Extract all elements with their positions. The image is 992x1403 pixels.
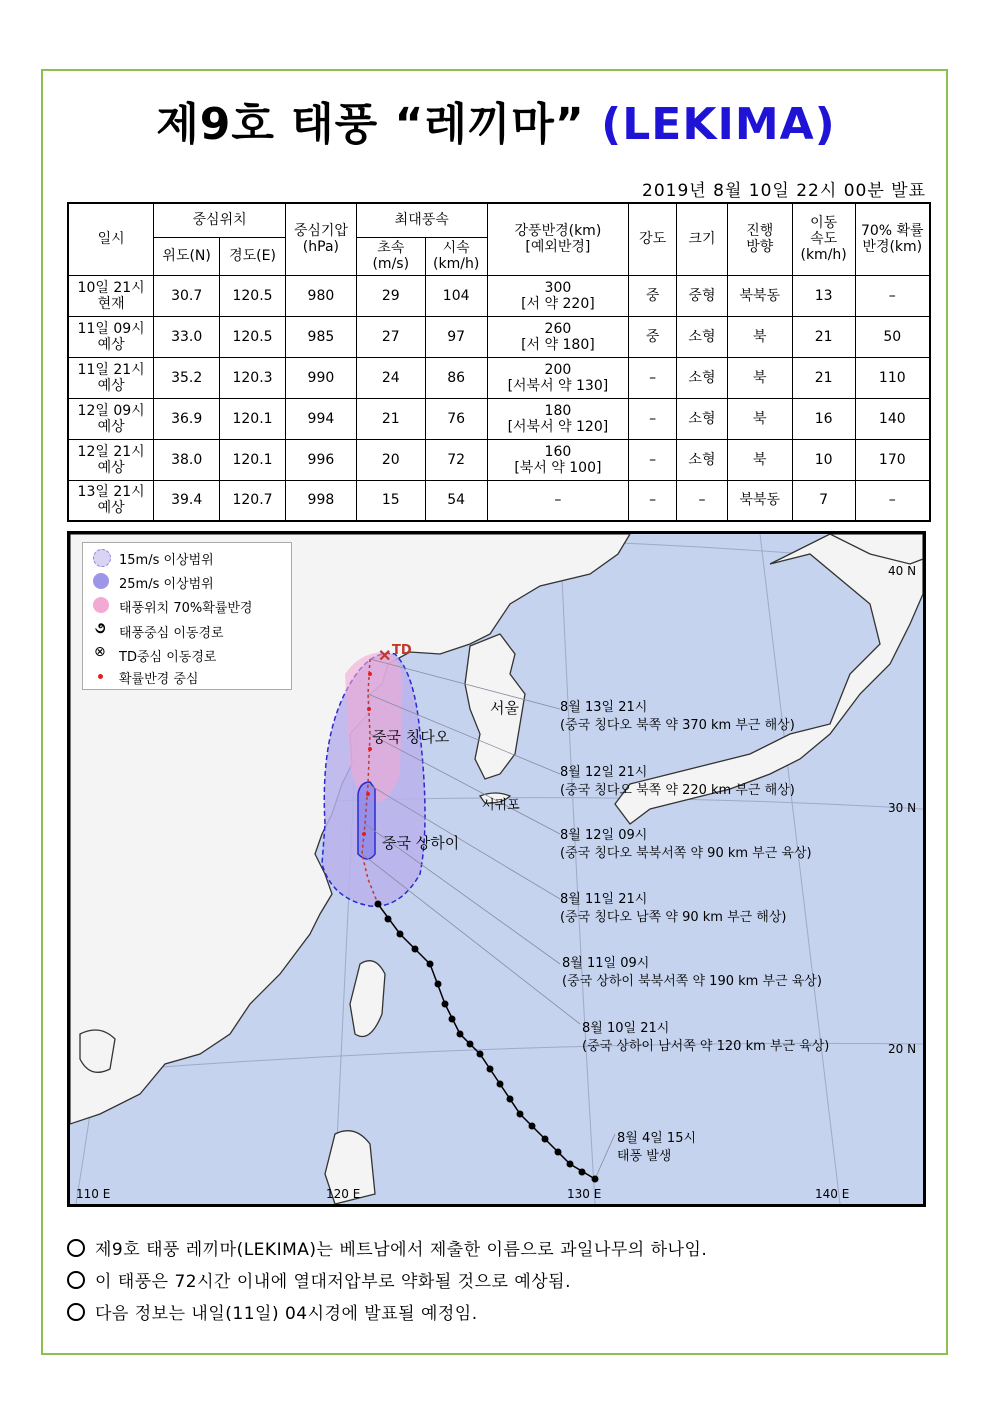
legend-track: 태풍중심 이동경로: [119, 626, 224, 641]
track-map: [67, 531, 926, 1207]
track-point: [542, 1136, 549, 1143]
legend-25ms: 25m/s 이상범위: [119, 577, 214, 592]
annotation-date: 8월 12일 09시: [560, 828, 648, 843]
cell-prob-radius: 140: [855, 398, 930, 439]
typhoon-symbol-icon: ૭: [95, 619, 106, 637]
cell-lat: 38.0: [154, 439, 220, 480]
header-size: 크기: [677, 203, 728, 275]
title-main: 제9호 태풍 “레끼마”: [156, 99, 585, 150]
cell-wind-ms: 20: [356, 439, 425, 480]
cell-lon: 120.5: [220, 316, 286, 357]
cell-lon: 120.1: [220, 439, 286, 480]
prob-center-point: [368, 672, 372, 676]
cell-intensity: –: [629, 480, 677, 521]
table-row: [68, 316, 930, 357]
cell-speed: 16: [792, 398, 855, 439]
track-point: [555, 1149, 562, 1156]
cell-wind-kmh: 76: [425, 398, 487, 439]
track-annotation: [560, 699, 795, 735]
qingdao-label: 중국 칭다오: [372, 728, 450, 746]
cell-wind-ms: 27: [356, 316, 425, 357]
header-direction: 진행 방향: [727, 203, 792, 275]
lat-40: 40 N: [888, 564, 917, 578]
cell-prob-radius: –: [855, 275, 930, 316]
td-symbol-icon: ⊗: [94, 644, 106, 660]
cell-prob-radius: 110: [855, 357, 930, 398]
cell-radius: 300 [서 약 220]: [487, 275, 629, 316]
cell-lon: 120.1: [220, 398, 286, 439]
track-point: [375, 901, 382, 908]
header-ms: 초속 (m/s): [356, 237, 425, 275]
cell-prob-radius: 170: [855, 439, 930, 480]
track-point: [579, 1169, 586, 1176]
cell-intensity: –: [629, 398, 677, 439]
prob-center-point: [367, 707, 371, 711]
cell-lat: 30.7: [154, 275, 220, 316]
annotation-desc: (중국 상하이 북북서쪽 약 190 km 부근 육상): [562, 974, 822, 989]
track-point: [477, 1051, 484, 1058]
prob-center-point: [366, 792, 370, 796]
cell-pressure: 998: [285, 480, 356, 521]
issued-time: 2019년 8월 10일 22시 00분 발표: [642, 181, 926, 201]
cell-time: 10일 21시 현재: [68, 275, 154, 316]
track-point: [385, 916, 392, 923]
track-annotation: [560, 764, 795, 800]
seoul-label: 서울: [490, 699, 519, 717]
annotation-date: 8월 13일 21시: [560, 700, 648, 715]
track-point: [449, 1016, 456, 1023]
legend-prob-icon: [93, 597, 109, 613]
track-point: [507, 1096, 514, 1103]
cell-radius: 160 [북서 약 100]: [487, 439, 629, 480]
legend-25ms-icon: [93, 573, 109, 589]
track-point: [592, 1176, 599, 1183]
header-pressure: 중심기압 (hPa): [285, 203, 356, 275]
page-title: [0, 88, 992, 152]
cell-intensity: 중: [629, 316, 677, 357]
cell-pressure: 980: [285, 275, 356, 316]
annotation-desc: 태풍 발생: [617, 1149, 672, 1164]
lon-130: 130 E: [567, 1187, 602, 1201]
note-item: 이 태풍은 72시간 이내에 열대저압부로 약화될 것으로 예상됨.: [67, 1269, 707, 1301]
header-lat: 위도(N): [154, 237, 220, 275]
cell-intensity: 중: [629, 275, 677, 316]
svg-text:✕: ✕: [378, 648, 392, 665]
legend-15ms: 15m/s 이상범위: [119, 553, 214, 568]
cell-lon: 120.3: [220, 357, 286, 398]
td-label: TD: [392, 643, 412, 658]
bullet-circle-icon: [67, 1303, 85, 1321]
seogwipo-label: 서귀포: [482, 798, 520, 813]
prob-center-point: [368, 747, 372, 751]
header-radius: 강풍반경(km) [예외반경]: [487, 203, 629, 275]
lon-120: 120 E: [326, 1187, 361, 1201]
cell-pressure: 990: [285, 357, 356, 398]
legend-center: 확률반경 중심: [119, 672, 199, 687]
cell-lat: 36.9: [154, 398, 220, 439]
shanghai-label: 중국 상하이: [382, 834, 460, 852]
legend-prob: 태풍위치 70%확률반경: [119, 601, 253, 616]
cell-direction: 북: [727, 439, 792, 480]
annotation-desc: (중국 칭다오 남쪽 약 90 km 부근 해상): [560, 910, 787, 925]
cell-direction: 북북동: [727, 275, 792, 316]
header-lon: 경도(E): [220, 237, 286, 275]
header-wind: 최대풍속: [356, 203, 487, 237]
track-point: [412, 946, 419, 953]
track-point: [487, 1066, 494, 1073]
cell-pressure: 996: [285, 439, 356, 480]
cell-size: 소형: [677, 439, 728, 480]
cell-time: 13일 21시 예상: [68, 480, 154, 521]
track-point: [517, 1111, 524, 1118]
lat-30: 30 N: [888, 801, 917, 815]
lon-110: 110 E: [76, 1187, 111, 1201]
cell-lat: 33.0: [154, 316, 220, 357]
cell-size: 소형: [677, 316, 728, 357]
cell-wind-kmh: 97: [425, 316, 487, 357]
table-row: [68, 439, 930, 480]
annotation-date: 8월 12일 21시: [560, 765, 648, 780]
track-point: [435, 981, 442, 988]
track-annotation: [617, 1130, 696, 1166]
cell-wind-ms: 24: [356, 357, 425, 398]
annotation-date: 8월 10일 21시: [582, 1021, 670, 1036]
header-intensity: 강도: [629, 203, 677, 275]
note-item: 제9호 태풍 레끼마(LEKIMA)는 베트남에서 제출한 이름으로 과일나무의 하나임.: [67, 1237, 707, 1269]
track-point: [427, 961, 434, 968]
legend-td: TD중심 이동경로: [119, 650, 217, 665]
annotation-desc: (중국 칭다오 북쪽 약 220 km 부근 해상): [560, 783, 795, 798]
note-item: 다음 정보는 내일(11일) 04시경에 발표될 예정임.: [67, 1301, 707, 1333]
cell-pressure: 985: [285, 316, 356, 357]
cell-wind-ms: 29: [356, 275, 425, 316]
track-point: [567, 1161, 574, 1168]
cell-time: 12일 09시 예상: [68, 398, 154, 439]
annotation-date: 8월 4일 15시: [617, 1131, 697, 1146]
table-row: [68, 357, 930, 398]
cell-direction: 북: [727, 398, 792, 439]
lon-140: 140 E: [815, 1187, 850, 1201]
track-point: [457, 1031, 464, 1038]
table-row: [68, 398, 930, 439]
cell-lon: 120.5: [220, 275, 286, 316]
cell-prob-radius: 50: [855, 316, 930, 357]
track-point: [497, 1081, 504, 1088]
cell-time: 11일 21시 예상: [68, 357, 154, 398]
track-annotation: [582, 1020, 829, 1056]
cell-time: 11일 09시 예상: [68, 316, 154, 357]
cell-size: 소형: [677, 357, 728, 398]
track-annotation: [560, 827, 812, 863]
track-point: [529, 1123, 536, 1130]
annotation-date: 8월 11일 09시: [562, 956, 650, 971]
cell-direction: 북: [727, 357, 792, 398]
track-point: [442, 1001, 449, 1008]
header-prob: 70% 확률 반경(km): [855, 203, 930, 275]
map-legend: [82, 542, 292, 690]
cell-size: 소형: [677, 398, 728, 439]
legend-15ms-icon: [93, 549, 111, 567]
lat-20: 20 N: [888, 1042, 917, 1056]
cell-radius: 200 [서북서 약 130]: [487, 357, 629, 398]
header-center: 중심위치: [154, 203, 286, 237]
cell-wind-kmh: 86: [425, 357, 487, 398]
bullet-circle-icon: [67, 1271, 85, 1289]
cell-intensity: –: [629, 439, 677, 480]
cell-speed: 13: [792, 275, 855, 316]
cell-speed: 10: [792, 439, 855, 480]
header-speed: 이동 속도 (km/h): [792, 203, 855, 275]
track-point: [467, 1041, 474, 1048]
cell-direction: 북: [727, 316, 792, 357]
cell-time: 12일 21시 예상: [68, 439, 154, 480]
track-point: [397, 931, 404, 938]
cell-wind-ms: 15: [356, 480, 425, 521]
annotation-desc: (중국 칭다오 북쪽 약 370 km 부근 해상): [560, 718, 795, 733]
header-time: 일시: [68, 203, 154, 275]
cell-wind-kmh: 72: [425, 439, 487, 480]
cell-speed: 7: [792, 480, 855, 521]
annotation-date: 8월 11일 21시: [560, 892, 648, 907]
cell-size: –: [677, 480, 728, 521]
table-row: [68, 275, 930, 316]
track-annotation: [562, 955, 822, 991]
cell-size: 중형: [677, 275, 728, 316]
cell-radius: 180 [서북서 약 120]: [487, 398, 629, 439]
table-row: [68, 480, 930, 521]
cell-wind-kmh: 104: [425, 275, 487, 316]
cell-wind-ms: 21: [356, 398, 425, 439]
cell-intensity: –: [629, 357, 677, 398]
cell-lon: 120.7: [220, 480, 286, 521]
annotation-desc: (중국 칭다오 북북서쪽 약 90 km 부근 육상): [560, 846, 812, 861]
cell-radius: 260 [서 약 180]: [487, 316, 629, 357]
cell-direction: 북북동: [727, 480, 792, 521]
cell-speed: 21: [792, 357, 855, 398]
cell-lat: 35.2: [154, 357, 220, 398]
cell-pressure: 994: [285, 398, 356, 439]
header-kmh: 시속 (km/h): [425, 237, 487, 275]
cell-speed: 21: [792, 316, 855, 357]
cell-radius: –: [487, 480, 629, 521]
annotation-desc: (중국 상하이 남서쪽 약 120 km 부근 육상): [582, 1039, 830, 1054]
cell-prob-radius: –: [855, 480, 930, 521]
cell-lat: 39.4: [154, 480, 220, 521]
track-annotation: [560, 891, 787, 927]
title-english: (LEKIMA): [601, 99, 836, 150]
bullet-circle-icon: [67, 1239, 85, 1257]
cell-wind-kmh: 54: [425, 480, 487, 521]
prob-center-point: [362, 832, 366, 836]
forecast-table: [67, 202, 931, 522]
notes: [67, 1237, 707, 1333]
prob-center-icon: [98, 674, 103, 679]
